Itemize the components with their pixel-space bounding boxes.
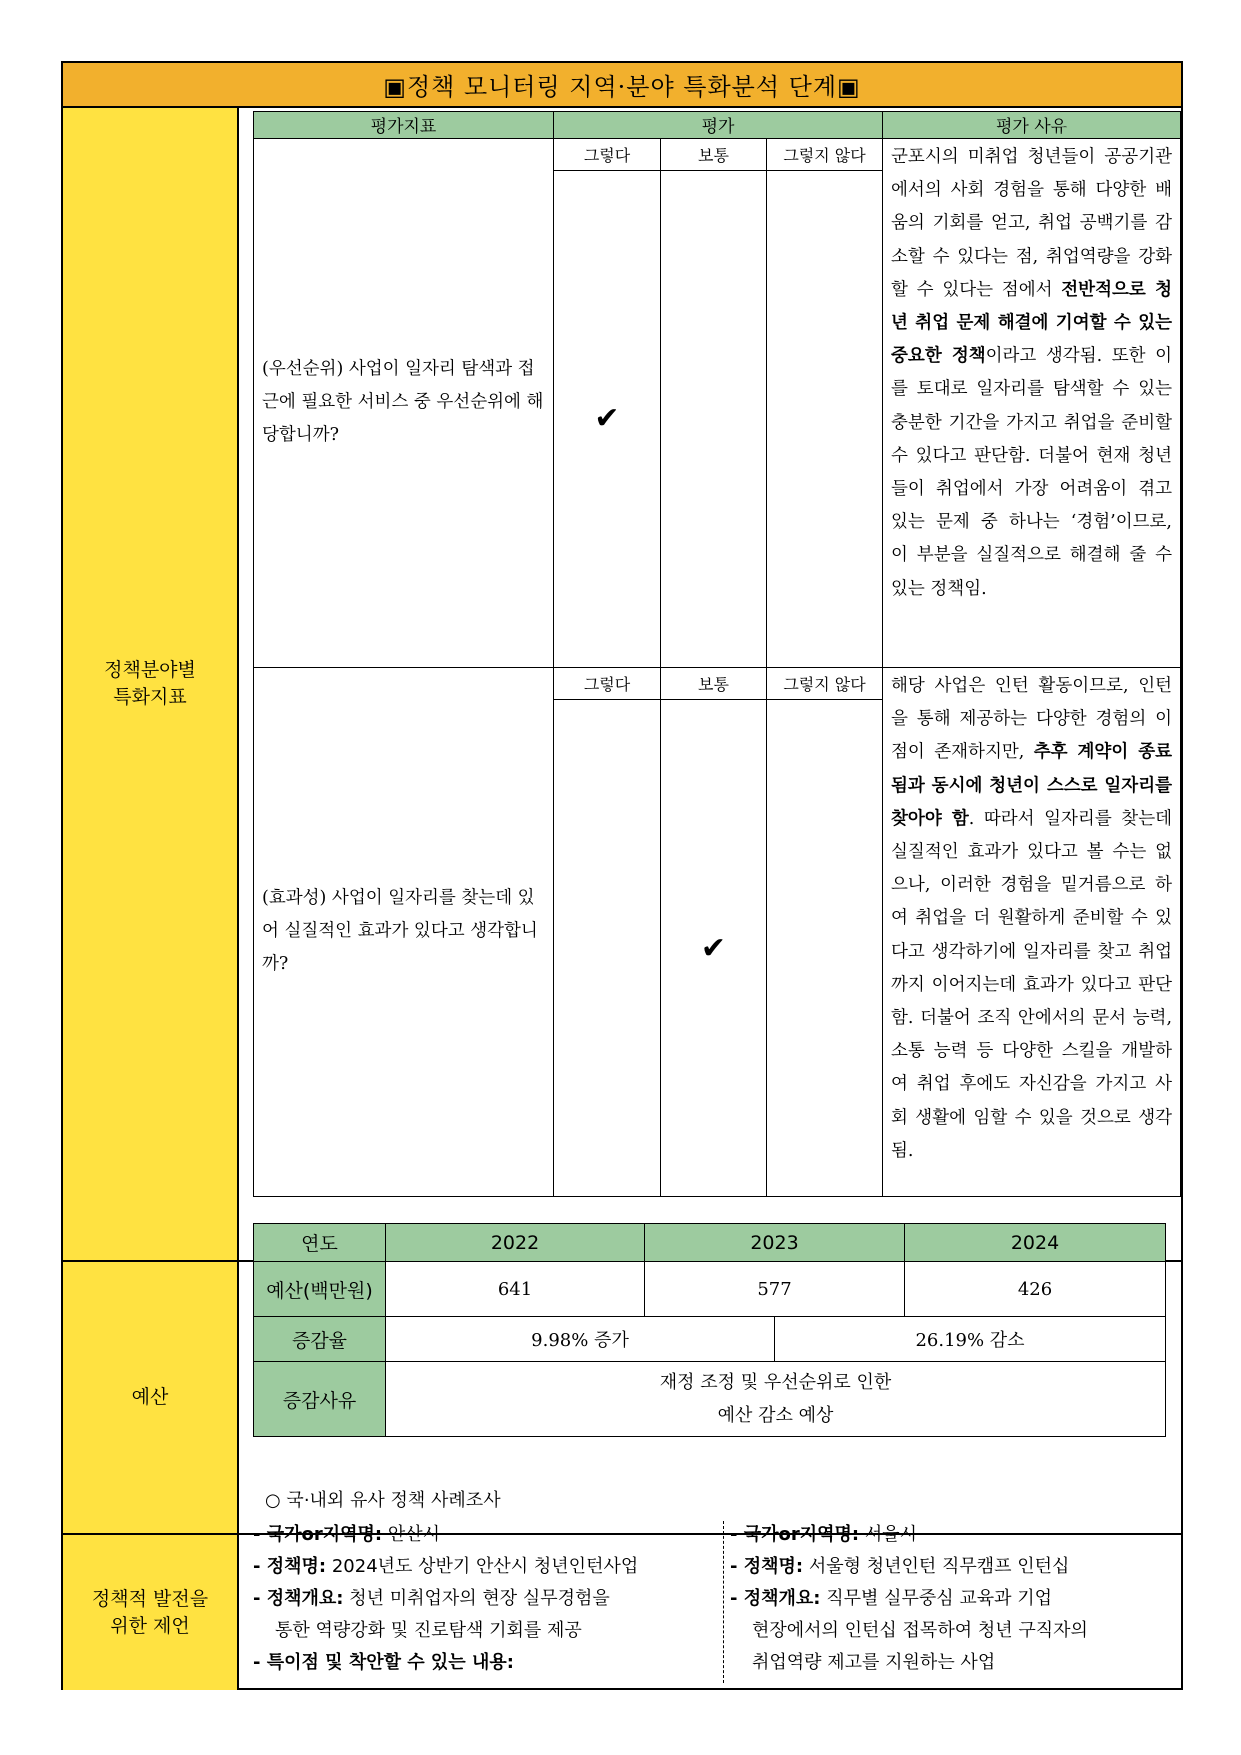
reason-cell: 재정 조정 및 우선순위로 인한 예산 감소 예상 <box>386 1362 1166 1437</box>
check-cell <box>767 700 883 1197</box>
page-title: ▣정책 모니터링 지역·분야 특화분석 단계▣ <box>63 63 1181 108</box>
change-label: 증감율 <box>254 1317 386 1362</box>
year-label: 연도 <box>254 1224 386 1262</box>
year-cell: 2022 <box>386 1224 645 1262</box>
year-cell: 2023 <box>645 1224 905 1262</box>
check-cell <box>661 171 767 668</box>
change-cell: 9.98% 증가 <box>386 1317 775 1362</box>
option-no: 그렇지 않다 <box>767 667 883 699</box>
budget-cell: 577 <box>645 1262 905 1317</box>
section-label-indicators: 정책분야별 특화지표 <box>63 108 239 1260</box>
col-header-reason: 평가 사유 <box>883 112 1181 139</box>
budget-cell: 641 <box>386 1262 645 1317</box>
option-neutral: 보통 <box>661 138 767 170</box>
check-cell <box>554 171 661 668</box>
option-yes: 그렇다 <box>554 667 661 699</box>
evaluation-reason: 해당 사업은 인턴 활동이므로, 인턴을 통해 제공하는 다양한 경험의 이점이 존재하지만, 추후 계약이 종료됨과 동시에 청년이 스스로 일자리를 찾아야 함. 따라서 일자리를 찾는데 실질적인 효과가 있다고 볼 수는 없으나, 이러한 경험을 밑거름으로 하여 취업을 더 원활하게 준비할 수 있다고 생각하기에 일자리를 찾고 취업까지 이어지는데 효과가 있다고 판단함. 더불어 조직 안에서의 문서 능력, 소통 능력 등 다양한 스킬을 개발하여 취업 후에도 자신감을 가지고 사회 생활에 임할 수 있을 것으로 생각됨. <box>883 667 1181 1196</box>
year-cell: 2024 <box>905 1224 1166 1262</box>
evaluation-table <box>253 111 1181 1197</box>
budget-table <box>253 1223 1166 1437</box>
case-study-title: ○ 국·내외 유사 정책 사례조사 <box>265 1490 501 1511</box>
policy-form <box>61 61 1183 1690</box>
check-cell <box>554 700 661 1197</box>
option-no: 그렇지 않다 <box>767 138 883 170</box>
budget-cell: 426 <box>905 1262 1166 1317</box>
check-icon: ✔ <box>700 930 727 966</box>
indicator-question: (우선순위) 사업이 일자리 탐색과 접근에 필요한 서비스 중 우선순위에 해당합니까? <box>254 138 554 667</box>
case-left: - 국가or지역명: 안산시 - 정책명: 2024년도 상반기 안산시 청년인턴사업 - 정책개요: 청년 미취업자의 현장 실무경험을 통한 역량강화 및 진로탐색 기회를 제공 - 특이점 및 착안할 수 있는 내용: <box>253 1524 639 1673</box>
change-cell: 26.19% 감소 <box>775 1317 1166 1362</box>
section-label-budget: 예산 <box>63 1262 239 1533</box>
check-cell <box>661 700 767 1197</box>
check-icon: ✔ <box>594 401 620 437</box>
column-divider <box>723 1521 724 1683</box>
col-header-eval: 평가 <box>554 112 883 139</box>
option-yes: 그렇다 <box>554 138 661 170</box>
evaluation-reason: 군포시의 미취업 청년들이 공공기관에서의 사회 경험을 통해 다양한 배움의 기회를 얻고, 취업 공백기를 감소할 수 있다는 점, 취업역량을 강화할 수 있다는 점에서 전반적으로 청년 취업 문제 해결에 기여할 수 있는 중요한 정책이라고 생각됨. 또한 이를 토대로 일자리를 탐색할 수 있는 충분한 기간을 가지고 취업을 준비할 수 있다고 판단함. 더불어 현재 청년들이 취업에서 가장 어려움이 겪고 있는 문제 중 하나는 ‘경험’이므로, 이 부분을 실질적으로 해결해 줄 수 있는 정책임. <box>883 138 1181 667</box>
budget-label: 예산(백만원) <box>254 1262 386 1317</box>
indicator-question: (효과성) 사업이 일자리를 찾는데 있어 실질적인 효과가 있다고 생각합니까? <box>254 667 554 1196</box>
col-header-indicator: 평가지표 <box>254 112 554 139</box>
section-label-proposal: 정책적 발전을 위한 제언 <box>63 1535 239 1690</box>
option-neutral: 보통 <box>661 667 767 699</box>
reason-label: 증감사유 <box>254 1362 386 1437</box>
case-right: - 국가or지역명: 서울시 - 정책명: 서울형 청년인턴 직무캠프 인턴십 - 정책개요: 직무별 실무중심 교육과 기업 현장에서의 인턴십 접목하여 청년 구직자의 취업역량 제고를 지원하는 사업 <box>730 1524 1088 1673</box>
case-study <box>253 1481 1179 1686</box>
check-cell <box>767 171 883 668</box>
